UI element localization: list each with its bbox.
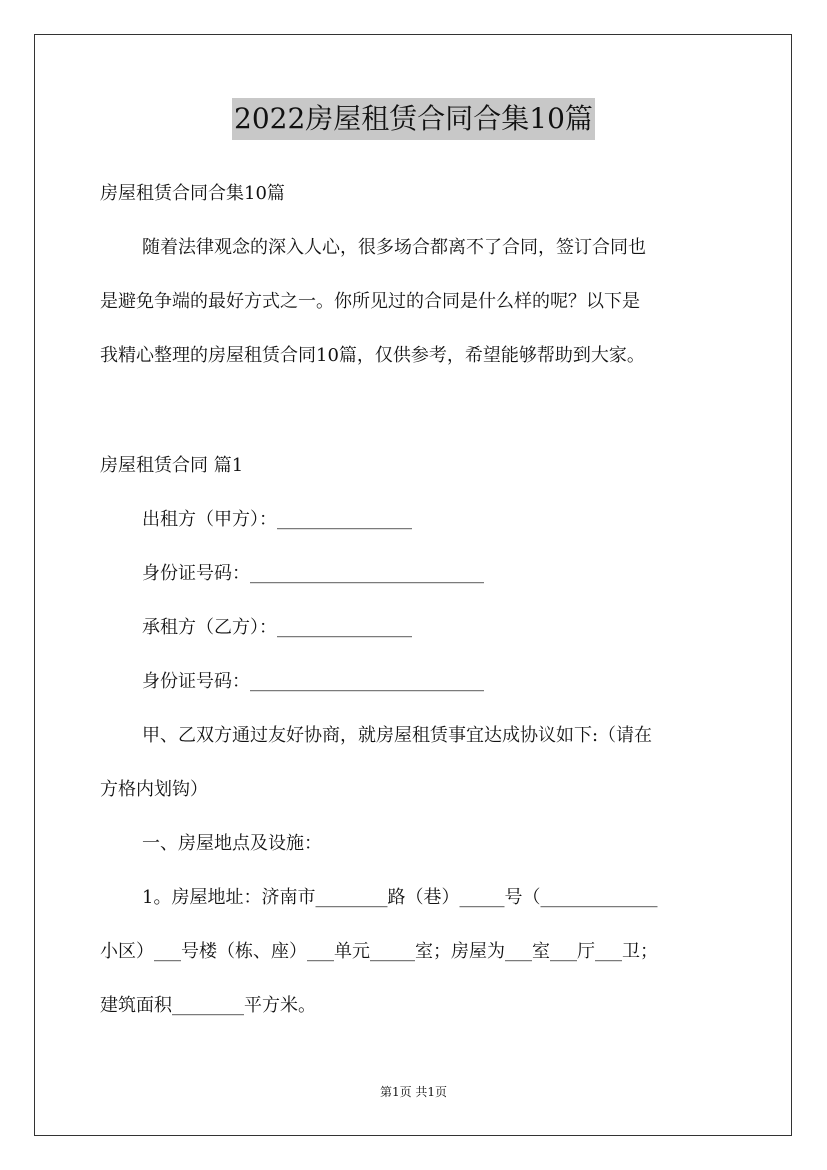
- page-footer: 第1页 共1页: [379, 1085, 448, 1099]
- lessee-id-field: 身份证号码：__________________________: [142, 671, 484, 692]
- intro-line-1: 随着法律观念的深入人心，很多场合都离不了合同，签订合同也: [142, 237, 646, 258]
- document-title: 2022房屋租赁合同合集10篇: [232, 98, 595, 140]
- intro-line-3: 我精心整理的房屋租赁合同10篇，仅供参考，希望能够帮助到大家。: [100, 345, 645, 366]
- clause-heading: 一、房屋地点及设施：: [142, 833, 322, 854]
- clause-1-line-1: 1。房屋地址：济南市________路（巷）_____号（_____________: [142, 887, 658, 908]
- section-heading: 房屋租赁合同 篇1: [100, 455, 244, 476]
- clause-1-line-2: 小区）___号楼（栋、座）___单元_____室；房屋为___室___厅___卫；: [100, 941, 658, 962]
- document-subtitle: 房屋租赁合同合集10篇: [100, 183, 285, 204]
- lessor-id-field: 身份证号码：__________________________: [142, 563, 484, 584]
- title-container: [0, 98, 827, 140]
- clause-1-line-3: 建筑面积________平方米。: [100, 995, 316, 1016]
- lessor-field: 出租方（甲方）：_______________: [142, 509, 412, 530]
- intro-line-2: 是避免争端的最好方式之一。你所见过的合同是什么样的呢？以下是: [100, 291, 640, 312]
- agreement-line-2: 方格内划钩）: [100, 779, 208, 800]
- lessee-field: 承租方（乙方）：_______________: [142, 617, 412, 638]
- agreement-line-1: 甲、乙双方通过友好协商，就房屋租赁事宜达成协议如下:（请在: [142, 725, 653, 746]
